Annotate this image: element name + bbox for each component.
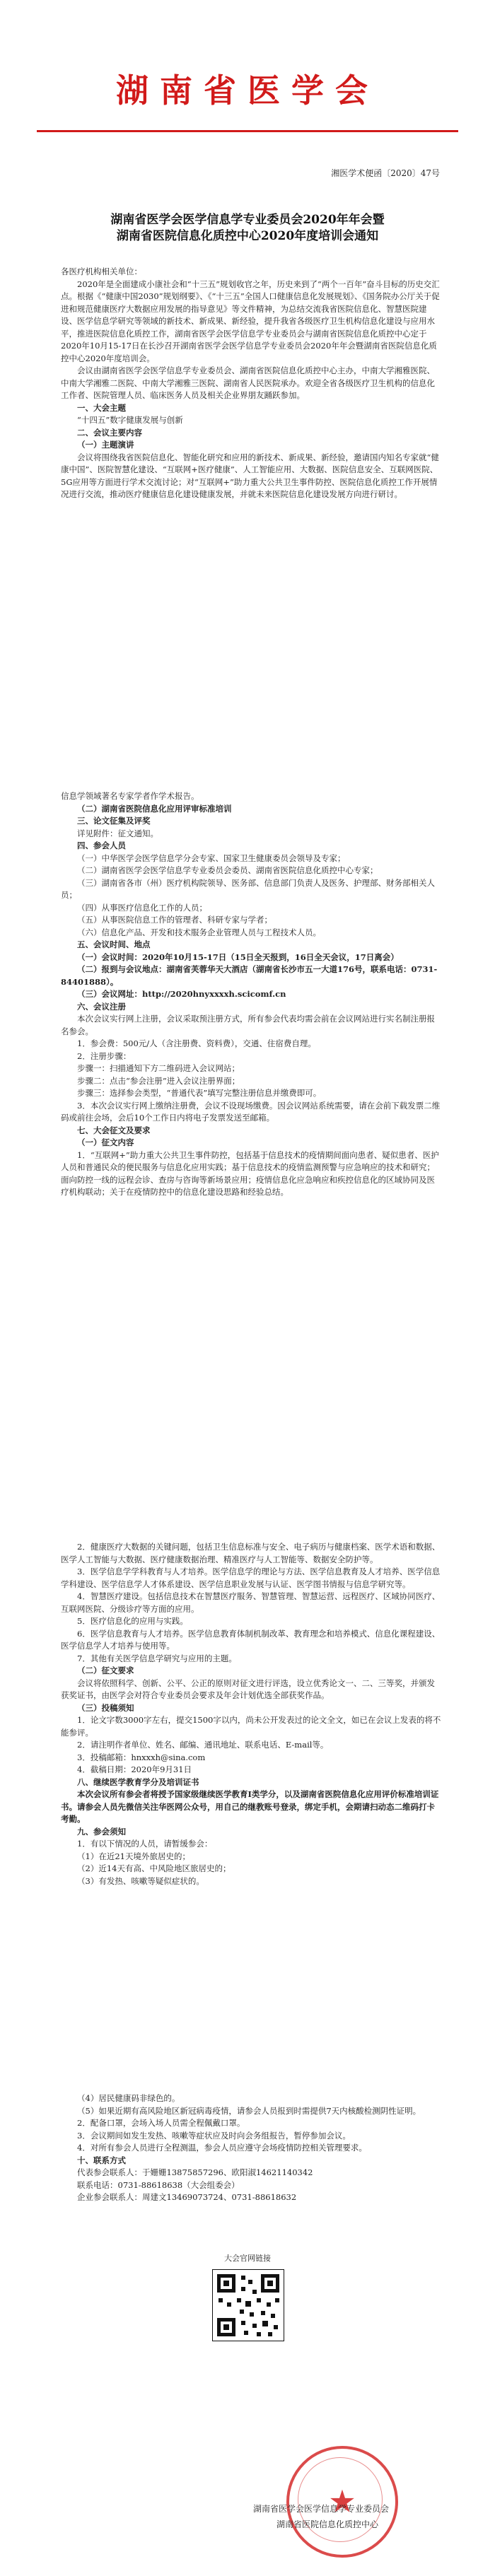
submission-item: 4．截稿日期：2020年9月31日 xyxy=(77,1764,192,1774)
registration-step: 步骤一：扫描通知下方二维码进入会议网站； xyxy=(77,1063,240,1073)
official-seal xyxy=(286,2446,398,2558)
credit-text: 本次会议所有参会者将授予国家级继续医学教育Ⅰ类学分，以及湖南省医院信息化应用评价标准培训证书。请参会人员先微信关注华医网公众号，用自己的继教账号登录，绑定手机，会期请扫动态二维码打卡考勤。 xyxy=(61,1789,439,1824)
keynote-text: 会议将围绕我省医院信息化、智能化研究和应用的新技术、新成果、新经验，邀请国内知名专家就“健康中国”、医院智慧化建设、“互联网+医疗健康”、人工智能应用、大数据、医院信息安全、互联网医院、5G应用等方面进行学术交流讨论；对“互联网+”助力重大公共卫生事件防控、医院信息化质控工作开展情况进行交流，推动医疗健康信息化建设健康发展，并就未来医院信息化建设发展方向进行研讨。 xyxy=(61,452,439,499)
topic-item: 7．其他有关医学信息学研究与应用的主题。 xyxy=(77,1653,237,1663)
qr-label: 大会官网链接 xyxy=(224,2254,271,2263)
notice-item: 4．对所有参会人员进行全程测温，参会人员应遵守会场疫情防控相关管理要求。 xyxy=(77,2143,367,2153)
submission-item: 3．投稿邮箱：hnxxxh@sina.com xyxy=(77,1752,206,1762)
contact-line: 企业参会联系人：周建文13469073724、0731-88618632 xyxy=(77,2192,297,2202)
paper-text: 详见附件：征文通知。 xyxy=(77,828,158,838)
keynote-text-cont: 信息学领域著名专家学者作学术报告。 xyxy=(61,791,199,801)
section-heading: 四、参会人员 xyxy=(77,841,126,850)
masthead-org-name: 湖南省医学会 xyxy=(116,71,379,110)
subsection-heading: （二）征文要求 xyxy=(77,1665,134,1675)
meeting-website: （三）会议网址：http://2020hnyxxxxh.scicomf.cn xyxy=(77,989,286,999)
registration-text: 本次会议实行网上注册，会议采取预注册方式，所有参会代表均需会前在会议网站进行实名制注册报名参会。 xyxy=(61,1014,435,1036)
section-heading: 一、大会主题 xyxy=(77,402,126,413)
registration-note: 3．本次会议实行网上缴纳注册费，会议不设现场缴费。因会议网站系统需要，请在会前下载发票二维码或前往会场，会后10个工作日内将电子发票发送至邮箱。 xyxy=(61,1100,441,1123)
document-number: 湘医学术便函〔2020〕47号 xyxy=(331,168,440,178)
notice-subitem: （1）在近21天境外旅居史的； xyxy=(77,1851,190,1861)
submission-item: 1．论文字数3000字左右，提交1500字以内，尚未公开发表过的论文全文，如已在会议上发表的将不能参评。 xyxy=(61,1715,441,1738)
salutation: 各医疗机构相关单位： xyxy=(61,267,142,276)
notice-item: 2．配备口罩，会场入场人员需全程佩戴口罩。 xyxy=(77,2118,245,2128)
topic-item: 1．“互联网+”助力重大公共卫生事件防控，包括基于信息技术的疫情期间面向患者、疑似患者、医护人员和普通民众的便民服务与信息化应用实践；基于信息技术的疫情监测预警与应急响应的技术和研究；面向防控一线的远程会诊、查房与咨询等新场景应用；疫情信息化应急响应和疾控信息化的区域协同及医疗机构联动；关于在疫情防控中的信息化建设思路和经验总结。 xyxy=(61,1149,439,1197)
attendee-item: （三）湖南省各市（州）医疗机构院领导、医务部、信息部门负责人及医务、护理部、财务部相关人员； xyxy=(61,877,435,900)
signature-org-2: 湖南省医院信息化质控中心 xyxy=(276,2519,378,2529)
topic-item: 6．医学信息教育与人才培养。医学信息教育体制机制改革、教育理念和培养模式、信息化课程建设、医学信息学人才培养与使用等。 xyxy=(61,1628,441,1651)
notice-item: 1．有以下情况的人员，请暂缓参会： xyxy=(77,1839,213,1849)
subsection-heading: （二）湖南省医院信息化应用评审标准培训 xyxy=(77,803,232,814)
subsection-heading: （三）投稿须知 xyxy=(77,1702,134,1713)
signature-org-1: 湖南省医学会医学信息学专业委员会 xyxy=(252,2504,389,2514)
registration-fee: 1．参会费：500元/人（含注册费、资料费），交通、住宿费自理。 xyxy=(77,1038,316,1048)
theme-text: “十四五”数字健康发展与创新 xyxy=(77,415,183,425)
attendee-item: （一）中华医学会医学信息学分会专家、国家卫生健康委员会领导及专家； xyxy=(77,853,346,863)
masthead-red-rule xyxy=(37,130,458,132)
title-line-2: 湖南省医院信息化质控中心2020年度培训会通知 xyxy=(116,229,379,243)
topic-item: 2．健康医疗大数据的关键问题，包括卫生信息标准与安全、电子病历与健康档案、医学术语和数据、医学人工智能与大数据、医疗健康数据治理、精准医疗与人工智能等、数据安全防护等。 xyxy=(61,1542,441,1564)
seal-star-icon: ★ xyxy=(328,2483,356,2520)
body-block-4 xyxy=(61,2092,443,2204)
title-line-1: 湖南省医学会医学信息学专业委员会2020年年会暨 xyxy=(110,213,385,227)
section-heading: 九、参会须知 xyxy=(77,1826,126,1837)
notice-title xyxy=(28,212,467,245)
section-heading: 二、会议主要内容 xyxy=(77,427,142,438)
submission-item: 2．请注明作者单位、姓名、邮编、通讯地址、联系电话、E-mail等。 xyxy=(77,1740,329,1750)
intro-paragraph: 2020年是全面建成小康社会和“十三五”规划收官之年，历史来到了“两个一百年”奋斗目标的历史交汇点。根据《“健康中国2030”规划纲要》、《“十三五”全国人口健康信息化发展规划》、《国务院办公厅关于促进和规范健康医疗大数据应用发展的指导意见》等文件精神，为总结交流我省医院信息化、智慧医院建设、医学信息学研究等领域的新技术、新成果、新经验，提升我省各级医疗卫生机构信息化建设与应用水平，推进医院信息化质控工作，湖南省医学会医学信息学专业委员会与湖南省医院信息化质控中心定于2020年10月15-17日在长沙召开湖南省医学会医学信息学专业委员会2020年年会暨湖南省医院信息化质控中心2020年度培训会。 xyxy=(61,279,440,363)
attendee-item: （五）从事医院信息工作的管理者、科研专家与学者； xyxy=(77,915,272,925)
meeting-time: （一）会议时间：2020年10月15-17日（15日全天报到，16日全天会议，17日离会） xyxy=(77,952,399,962)
website-qr-code[interactable] xyxy=(212,2269,284,2341)
contact-line: 联系电话：0731-88618638（大会组委会） xyxy=(77,2179,240,2190)
notice-item: 3．会议期间如发生发热、咳嗽等症状应及时向会务组报告，暂停参加会议。 xyxy=(77,2130,351,2141)
registration-steps-label: 2．注册步骤： xyxy=(77,1050,132,1061)
registration-step: 步骤三：选择参会类型，“普通代表”填写完整注册信息并缴费即可。 xyxy=(77,1088,322,1098)
subsection-heading: （一）征文内容 xyxy=(77,1137,134,1147)
registration-step: 步骤二：点击“参会注册”进入会议注册界面； xyxy=(77,1075,240,1086)
notice-subitem: （2）近14天有高、中风险地区旅居史的； xyxy=(77,1863,231,1873)
qr-code-icon xyxy=(213,2270,284,2341)
notice-subitem: （3）有发热、咳嗽等疑似症状的。 xyxy=(77,1875,204,1886)
section-heading: 五、会议时间、地点 xyxy=(77,939,151,949)
section-heading: 三、论文征集及评奖 xyxy=(77,816,151,826)
section-heading: 七、大会征文及要求 xyxy=(77,1125,151,1135)
attendee-item: （二）湖南省医学会医学信息学专业委员会委员、湖南省医院信息化质控中心专家； xyxy=(77,865,378,875)
section-heading: 八、继续医学教育学分及培训证书 xyxy=(77,1776,199,1787)
body-block-1 xyxy=(61,266,443,501)
subsection-heading: （一）主题演讲 xyxy=(77,440,134,450)
topic-item: 4．智慧医疗建设。包括信息技术在智慧医疗服务、智慧管理、智慧运营、远程医疗、区域协同医疗、互联网医院、分级诊疗等方面的应用。 xyxy=(61,1591,441,1614)
topic-item: 3．医学信息学学科教育与人才培养。医学信息学的理论与方法、医学信息教育及人才培养、医学信息学科建设、医学信息学人才体系建设、医学信息职业发展与认证、医学图书情报与信息学研究等。 xyxy=(61,1567,441,1589)
topic-item: 5．医疗信息化的应用与实践。 xyxy=(77,1616,188,1626)
attendee-item: （六）信息化产品、开发和技术服务企业管理人员与工程技术人员。 xyxy=(77,927,321,937)
intro-paragraph: 会议由湖南省医学会医学信息学专业委员会、湖南省医院信息化质控中心主办，中南大学湘雅医院、中南大学湘雅二医院、中南大学湘雅三医院、湖南省人民医院承办。欢迎全省各级医疗卫生机构的信息化工作者、医院管理人员、临床医务人员及相关企业界朋友踊跃参加。 xyxy=(61,365,435,400)
body-block-3 xyxy=(61,1541,443,1887)
notice-subitem: （5）如果近期有高风险地区新冠病毒疫情，请参会人员报到时需提供7天内核酸检测阴性证明。 xyxy=(77,2105,421,2116)
section-heading: 十、联系方式 xyxy=(77,2155,126,2165)
meeting-place: （二）报到与会议地点：湖南省芙蓉华天大酒店（湖南省长沙市五一大道176号，联系电话：0731-84401888）。 xyxy=(61,964,438,987)
section-heading: 六、会议注册 xyxy=(77,1001,126,1012)
notice-subitem: （4）居民健康码非绿色的。 xyxy=(77,2093,180,2103)
contact-line: 代表参会联系人：于姗姗13875857296、欧阳淑14621140342 xyxy=(77,2167,313,2177)
attendee-item: （四）从事医疗信息化工作的人员； xyxy=(77,902,207,913)
paper-requirements: 会议将依照科学、创新、公平、公正的原则对征文进行评选，设立优秀论文一、二、三等奖，并颁发获奖证书，由医学会对符合专业委员会要求及年会计划优选全部获奖作品。 xyxy=(61,1678,435,1700)
body-block-2 xyxy=(61,790,443,1199)
